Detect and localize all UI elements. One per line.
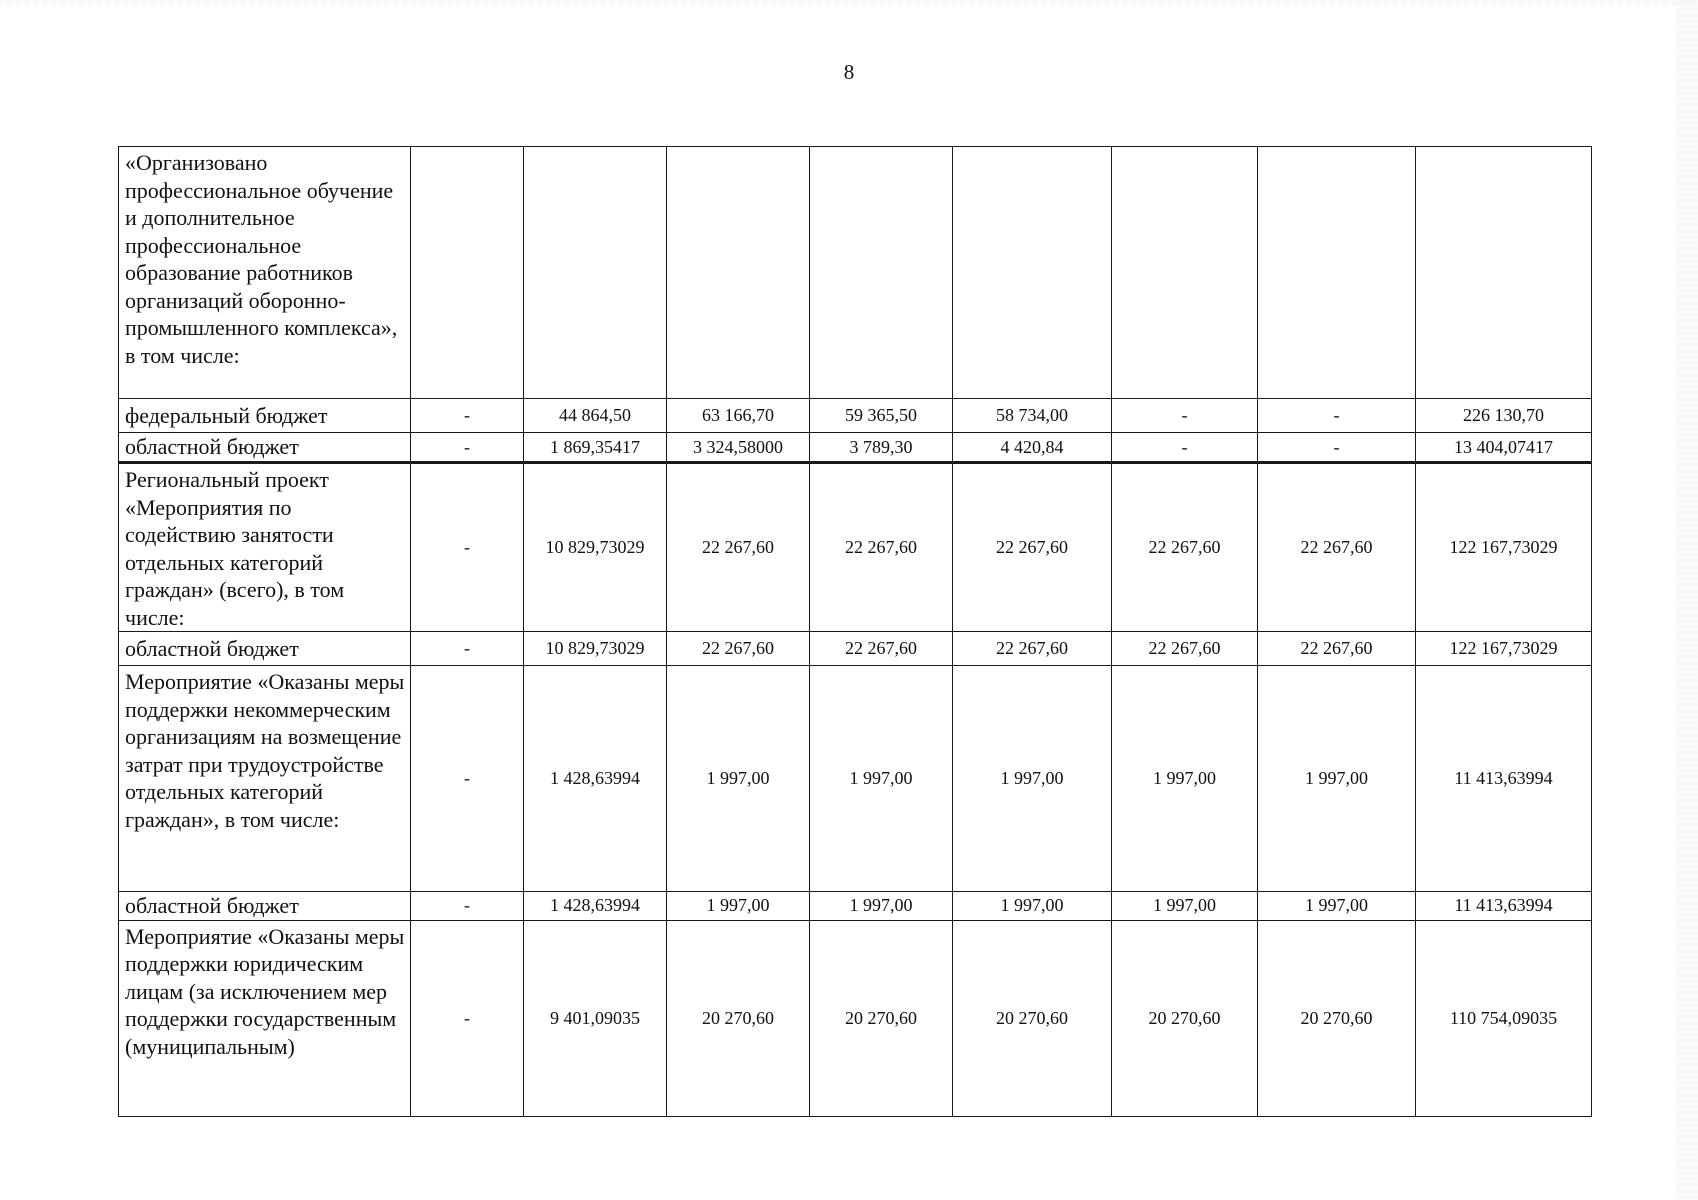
value-cell: 22 267,60 — [1112, 632, 1258, 666]
value-cell: 20 270,60 — [810, 920, 953, 1116]
row-name: «Организовано профессиональное обучение и дополнительное профессиональное образование работников организаций оборонно-промышленного комплекса», в том числе: — [119, 147, 411, 399]
value-cell — [411, 147, 524, 399]
value-cell: 22 267,60 — [1258, 632, 1416, 666]
value-cell: - — [1258, 433, 1416, 463]
value-cell: 22 267,60 — [953, 632, 1112, 666]
value-cell: 1 997,00 — [953, 892, 1112, 921]
scan-top-edge — [0, 0, 1698, 6]
table-row — [119, 632, 1592, 666]
row-name: Региональный проект «Мероприятия по содействию занятости отдельных категорий граждан» (всего), в том числе: — [119, 463, 411, 632]
value-cell — [524, 147, 667, 399]
value-cell: 110 754,09035 — [1416, 920, 1592, 1116]
value-cell: 11 413,63994 — [1416, 892, 1592, 921]
value-cell — [1416, 147, 1592, 399]
value-cell: 20 270,60 — [667, 920, 810, 1116]
value-cell: - — [411, 920, 524, 1116]
value-cell: 20 270,60 — [953, 920, 1112, 1116]
value-cell: 9 401,09035 — [524, 920, 667, 1116]
value-cell: - — [1112, 433, 1258, 463]
value-cell: 1 997,00 — [1258, 666, 1416, 892]
value-cell — [810, 147, 953, 399]
value-cell: 20 270,60 — [1112, 920, 1258, 1116]
value-cell — [1258, 147, 1416, 399]
value-cell — [667, 147, 810, 399]
value-cell: 3 324,58000 — [667, 433, 810, 463]
table-row — [119, 920, 1592, 1116]
value-cell: 44 864,50 — [524, 399, 667, 433]
value-cell: - — [1258, 399, 1416, 433]
value-cell: 1 428,63994 — [524, 892, 667, 921]
value-cell: 122 167,73029 — [1416, 463, 1592, 632]
value-cell: 22 267,60 — [810, 463, 953, 632]
value-cell: 10 829,73029 — [524, 632, 667, 666]
value-cell: 22 267,60 — [1258, 463, 1416, 632]
value-cell: 1 997,00 — [1258, 892, 1416, 921]
budget-table — [118, 146, 1592, 1117]
row-name: областной бюджет — [119, 433, 411, 463]
value-cell: 22 267,60 — [810, 632, 953, 666]
value-cell: 122 167,73029 — [1416, 632, 1592, 666]
value-cell: 3 789,30 — [810, 433, 953, 463]
value-cell: - — [411, 632, 524, 666]
value-cell: - — [411, 433, 524, 463]
value-cell: - — [411, 399, 524, 433]
value-cell: 58 734,00 — [953, 399, 1112, 433]
row-name: Мероприятие «Оказаны меры поддержки юридическим лицам (за исключением мер поддержки государственным (муниципальным) — [119, 920, 411, 1116]
value-cell — [1112, 147, 1258, 399]
table-row — [119, 433, 1592, 463]
row-name: федеральный бюджет — [119, 399, 411, 433]
table-row — [119, 666, 1592, 892]
value-cell: 13 404,07417 — [1416, 433, 1592, 463]
table-row — [119, 147, 1592, 399]
value-cell: 59 365,50 — [810, 399, 953, 433]
table-row — [119, 892, 1592, 921]
value-cell: 1 997,00 — [810, 666, 953, 892]
row-name: Мероприятие «Оказаны меры поддержки некоммерческим организациям на возмещение затрат при трудоустройстве отдельных категорий граждан», в том числе: — [119, 666, 411, 892]
value-cell: 1 997,00 — [953, 666, 1112, 892]
value-cell: 63 166,70 — [667, 399, 810, 433]
table-row — [119, 463, 1592, 632]
value-cell: 1 869,35417 — [524, 433, 667, 463]
value-cell: 22 267,60 — [667, 463, 810, 632]
value-cell: 1 997,00 — [810, 892, 953, 921]
value-cell: - — [411, 892, 524, 921]
value-cell: 4 420,84 — [953, 433, 1112, 463]
value-cell: 226 130,70 — [1416, 399, 1592, 433]
value-cell: 20 270,60 — [1258, 920, 1416, 1116]
page-number: 8 — [843, 60, 855, 84]
value-cell: 11 413,63994 — [1416, 666, 1592, 892]
value-cell: - — [1112, 399, 1258, 433]
value-cell: 22 267,60 — [1112, 463, 1258, 632]
value-cell: 1 997,00 — [667, 892, 810, 921]
value-cell: 22 267,60 — [953, 463, 1112, 632]
value-cell: 1 997,00 — [667, 666, 810, 892]
value-cell: 1 428,63994 — [524, 666, 667, 892]
value-cell: 22 267,60 — [667, 632, 810, 666]
value-cell: - — [411, 666, 524, 892]
value-cell: 1 997,00 — [1112, 666, 1258, 892]
value-cell: - — [411, 463, 524, 632]
scan-right-edge — [1676, 0, 1698, 1200]
value-cell: 1 997,00 — [1112, 892, 1258, 921]
row-name: областной бюджет — [119, 632, 411, 666]
value-cell — [953, 147, 1112, 399]
row-name: областной бюджет — [119, 892, 411, 921]
table-row — [119, 399, 1592, 433]
value-cell: 10 829,73029 — [524, 463, 667, 632]
